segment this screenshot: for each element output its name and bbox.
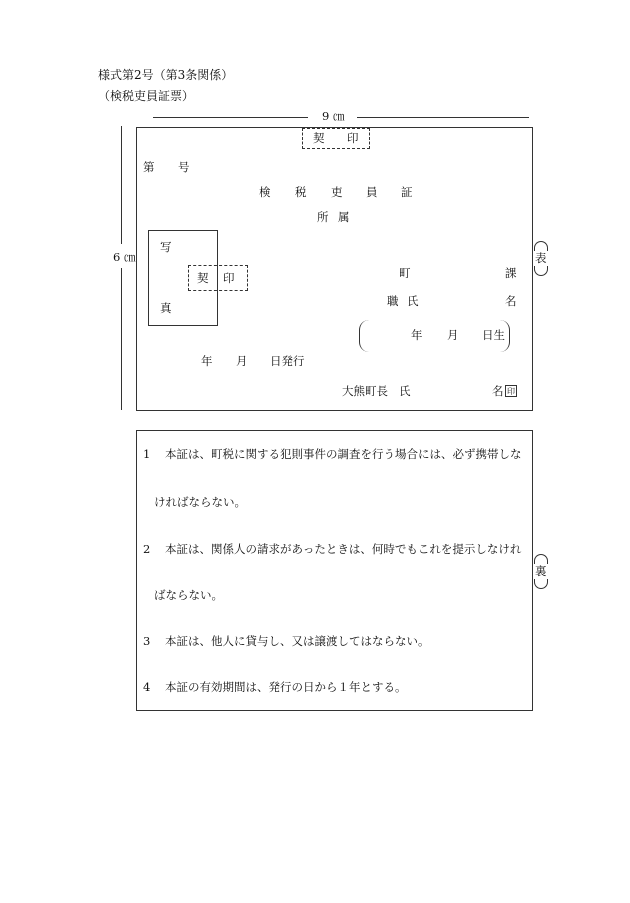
card-title-char-1: 検 <box>259 185 271 199</box>
front-side-bracket-bottom <box>534 266 548 276</box>
back-item-2-text: 本証は、関係人の請求があったときは、何時でもこれを提示しなけれ <box>165 542 522 556</box>
height-dimension-line-bottom <box>121 268 122 410</box>
card-title-char-5: 証 <box>401 185 413 199</box>
issue-month-label: 月 <box>236 354 248 368</box>
photo-seal-char-1: 契 <box>197 271 209 285</box>
name-label-a: 氏 <box>407 294 419 308</box>
birth-year-label: 年 <box>411 328 423 342</box>
birth-close-bracket <box>500 320 510 352</box>
front-side-bracket-top <box>534 241 548 251</box>
height-dimension-label: 6 ㎝ <box>113 250 136 264</box>
issuer-name-a: 氏 <box>399 384 411 398</box>
photo-seal-char-2: 印 <box>223 271 235 285</box>
back-card <box>136 430 533 711</box>
top-seal-char-2: 印 <box>347 131 359 145</box>
back-item-1-text: 本証は、町税に関する犯則事件の調査を行う場合には、必ず携帯しな <box>165 447 522 461</box>
back-item-1-num: 1 <box>143 447 151 461</box>
number-label-1: 第 <box>143 160 155 174</box>
height-dimension-line-top <box>121 126 122 244</box>
issue-year-label: 年 <box>201 354 213 368</box>
form-name: （検税吏員証票） <box>98 89 195 103</box>
issuer-seal-mark: 印 <box>507 387 515 396</box>
back-side-bracket-top <box>534 554 548 564</box>
birth-day-label: 日生 <box>482 328 505 342</box>
birth-month-label: 月 <box>447 328 459 342</box>
back-item-4-text: 本証の有効期間は、発行の日から１年とする。 <box>165 680 407 694</box>
form-title: 様式第2号（第3条関係） <box>98 68 234 82</box>
back-side-bracket-bottom <box>534 579 548 589</box>
back-item-1-cont: ければならない。 <box>154 495 246 509</box>
affiliation-char-2: 属 <box>338 210 350 224</box>
birth-open-bracket <box>359 320 369 352</box>
back-item-4-num: 4 <box>143 680 151 694</box>
back-item-3-num: 3 <box>143 634 151 648</box>
issuer-label: 大熊町長 <box>342 384 388 398</box>
issue-day-label: 日発行 <box>270 354 305 368</box>
back-item-2-num: 2 <box>143 542 151 556</box>
top-seal-char-1: 契 <box>313 131 325 145</box>
back-item-3-text: 本証は、他人に貸与し、又は譲渡してはならない。 <box>165 634 430 648</box>
number-label-2: 号 <box>178 160 190 174</box>
photo-label-bottom: 真 <box>160 301 172 315</box>
back-side-label: 裏 <box>535 564 547 578</box>
width-dimension-line-right <box>357 117 529 118</box>
name-label-b: 名 <box>505 294 517 308</box>
affiliation-char-1: 所 <box>317 210 329 224</box>
photo-label-top: 写 <box>160 240 172 254</box>
card-title-char-4: 員 <box>366 185 378 199</box>
issuer-name-b: 名 <box>492 384 504 398</box>
card-title-char-3: 吏 <box>331 185 343 199</box>
width-dimension-label: 9 ㎝ <box>322 109 345 123</box>
card-title-char-2: 税 <box>295 185 307 199</box>
job-title-label: 職 <box>387 294 399 308</box>
back-item-2-cont: ばならない。 <box>154 588 223 602</box>
width-dimension-line-left <box>153 117 308 118</box>
front-side-label: 表 <box>535 251 547 265</box>
town-label: 町 <box>399 266 411 280</box>
section-label: 課 <box>505 266 517 280</box>
